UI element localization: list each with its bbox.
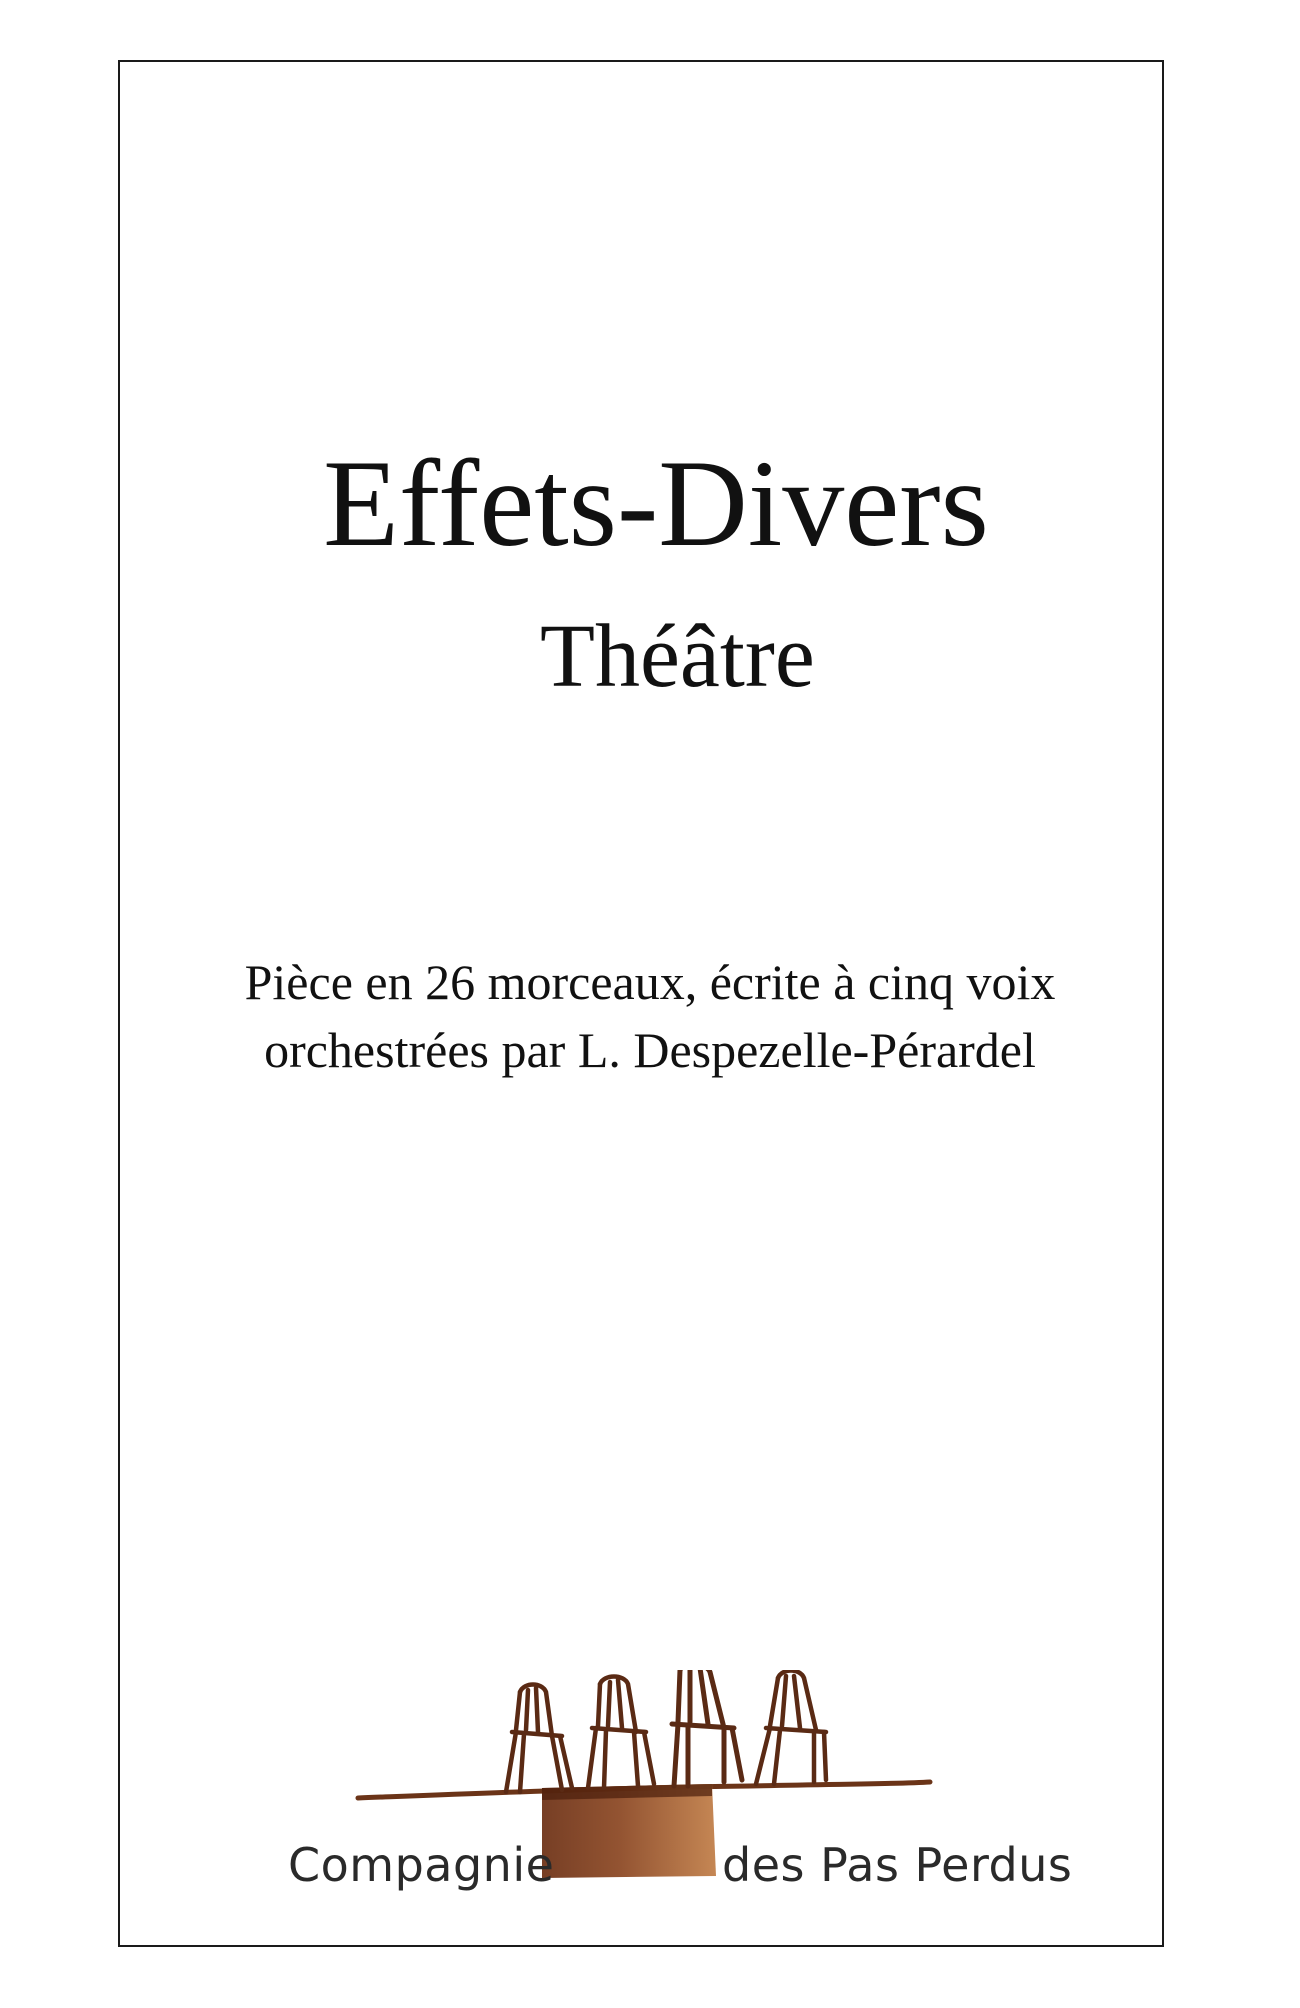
- description-line-1: Pièce en 26 morceaux, écrite à cinq voix: [244, 954, 1056, 1010]
- publisher-logo: [280, 1670, 1080, 1910]
- description-line-2: orchestrées par L. Despezelle-Pérardel: [264, 1022, 1036, 1078]
- book-description: [0, 948, 1300, 1084]
- book-genre: Théâtre: [540, 607, 815, 706]
- chair-1: [506, 1685, 572, 1793]
- book-title: Effets-Divers: [323, 435, 989, 572]
- logo-text-des-pas-perdus: des Pas Perdus: [722, 1838, 1073, 1892]
- chair-3: [672, 1670, 742, 1786]
- logo-text-compagnie: Compagnie: [288, 1838, 555, 1892]
- chair-2: [588, 1677, 654, 1789]
- chair-4: [756, 1671, 826, 1785]
